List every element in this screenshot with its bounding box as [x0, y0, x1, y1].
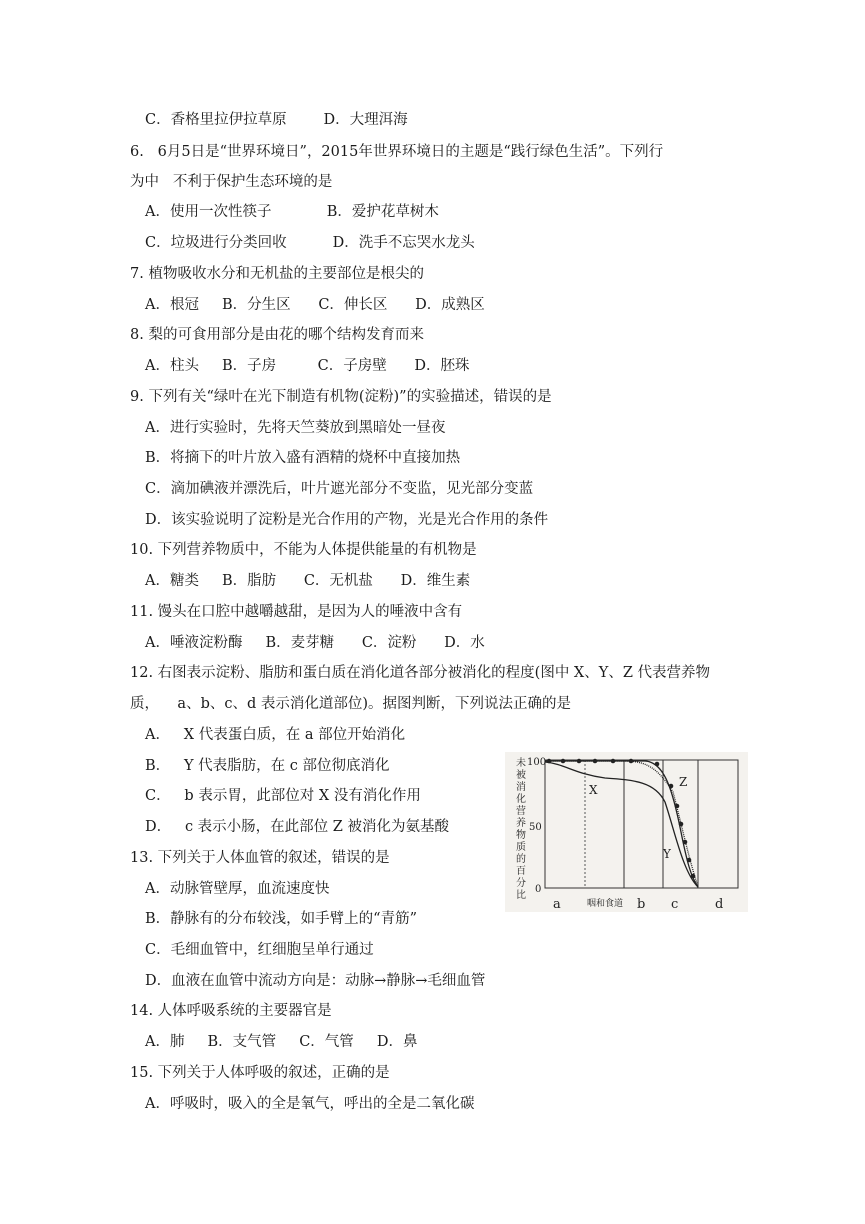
- q10-stem: 10. 下列营养物质中，不能为人体提供能量的有机物是: [130, 542, 477, 558]
- y-axis-label-char: 消: [516, 782, 526, 793]
- data-point: [561, 759, 566, 764]
- y-axis-label-char: 百: [516, 866, 526, 877]
- q12-stem-continued: 质， a、b、c、d 表示消化道部位)。据图判断，下列说法正确的是: [130, 696, 572, 712]
- series-label-z: Z: [679, 775, 688, 789]
- digestion-figure: [505, 752, 748, 912]
- q12-stem: 12. 右图表示淀粉、脂肪和蛋白质在消化道各部分被消化的程度(图中 X、Y、Z 代表营养物: [130, 665, 711, 681]
- q6-stem: 6. 6月5日是“世界环境日”，2015年世界环境日的主题是“践行绿色生活”。下列行: [130, 144, 664, 160]
- data-point: [611, 759, 616, 764]
- y-tick-50: 50: [529, 822, 542, 833]
- q12-option-b: B． Y 代表脂肪，在 c 部位彻底消化: [145, 758, 390, 774]
- data-point: [669, 784, 674, 789]
- q7-stem: 7. 植物吸收水分和无机盐的主要部位是根尖的: [130, 266, 424, 282]
- data-point: [679, 822, 684, 827]
- y-axis-label-char: 未: [516, 758, 526, 769]
- q12-option-d: D． c 表示小肠，在此部位 Z 被消化为氨基酸: [145, 819, 449, 835]
- y-axis-label: [516, 756, 526, 901]
- q13-option-c: C．毛细血管中，红细胞呈单行通过: [145, 942, 374, 958]
- q9-option-a: A．进行实验时，先将天竺葵放到黑暗处一昼夜: [145, 420, 446, 436]
- q7-options: A．根冠 B．分生区 C．伸长区 D．成熟区: [145, 297, 485, 313]
- section-label-a: a: [553, 897, 561, 912]
- q12-option-a: A． X 代表蛋白质，在 a 部位开始消化: [145, 727, 406, 743]
- q8-stem: 8. 梨的可食用部分是由花的哪个结构发育而来: [130, 327, 424, 343]
- data-point: [683, 840, 688, 845]
- y-axis-label-char: 养: [516, 818, 526, 829]
- y-axis-label-char: 物: [516, 830, 526, 841]
- y-tick-100: 100: [527, 757, 547, 768]
- data-point: [577, 759, 582, 764]
- q13-stem: 13. 下列关于人体血管的叙述，错误的是: [130, 850, 390, 866]
- q8-options: A．柱头 B．子房 C．子房壁 D．胚珠: [145, 358, 470, 374]
- data-point: [629, 759, 634, 764]
- y-axis-label-char: 被: [516, 770, 526, 781]
- q9-option-c: C．滴加碘液并漂洗后，叶片遮光部分不变监，见光部分变蓝: [145, 481, 534, 497]
- q10-options: A．糖类 B．脂肪 C．无机盐 D．维生素: [145, 573, 471, 589]
- q13-option-b: B．静脉有的分布较浅，如手臂上的“青筋”: [145, 911, 417, 927]
- q9-option-b: B．将摘下的叶片放入盛有酒精的烧杯中直接加热: [145, 450, 461, 466]
- q15-stem: 15. 下列关于人体呼吸的叙述，正确的是: [130, 1065, 390, 1081]
- series-label-y: Y: [663, 847, 671, 861]
- data-point: [675, 804, 680, 809]
- section-label-c: c: [671, 897, 679, 912]
- q6-stem-continued: 为中 不利于保护生态环境的是: [130, 174, 333, 190]
- y-axis-label-char: 质: [516, 842, 526, 853]
- y-axis-label-char: 分: [516, 878, 526, 889]
- y-tick-0: 0: [535, 884, 542, 895]
- y-axis-label-char: 的: [516, 854, 526, 865]
- series-label-x: X: [589, 783, 598, 797]
- data-point: [691, 874, 696, 879]
- y-axis-label-char: 比: [516, 890, 526, 901]
- data-point: [547, 759, 552, 764]
- data-point: [687, 858, 692, 863]
- q5-option-line: C．香格里拉伊拉草原 D．大理洱海: [145, 112, 408, 128]
- data-point: [655, 762, 660, 767]
- data-point: [593, 759, 598, 764]
- section-label-b: b: [637, 897, 646, 912]
- y-axis-label-char: 营: [516, 806, 526, 817]
- q14-stem: 14. 人体呼吸系统的主要器官是: [130, 1003, 332, 1019]
- q14-options: A．肺 B．支气管 C．气管 D．鼻: [145, 1034, 418, 1050]
- q11-stem: 11. 馒头在口腔中越嚼越甜，是因为人的唾液中含有: [130, 604, 463, 620]
- y-axis-label-char: 化: [516, 794, 526, 805]
- q9-stem: 9. 下列有关“绿叶在光下制造有机物(淀粉)”的实验描述，错误的是: [130, 389, 552, 405]
- q13-option-d: D．血液在血管中流动方向是：动脉→静脉→毛细血管: [145, 973, 486, 989]
- section-label-pharynx: 咽和食道: [587, 899, 624, 909]
- q13-option-a: A．动脉管壁厚，血流速度快: [145, 881, 330, 897]
- q9-option-d: D．该实验说明了淀粉是光合作用的产物，光是光合作用的条件: [145, 512, 549, 528]
- q11-options: A．唾液淀粉酶 B．麦芽糖 C．淀粉 D．水: [145, 635, 485, 651]
- section-label-d: d: [715, 897, 724, 912]
- q6-options-ab: A．使用一次性筷子 B．爱护花草树木: [145, 204, 439, 220]
- q6-options-cd: C．垃圾进行分类回收 D．洗手不忘哭水龙头: [145, 235, 475, 251]
- q12-option-c: C． b 表示胃，此部位对 X 没有消化作用: [145, 788, 421, 804]
- digestion-chart: [505, 752, 748, 912]
- q15-option-a: A．呼吸时，吸入的全是氧气，呼出的全是二氧化碳: [145, 1096, 475, 1112]
